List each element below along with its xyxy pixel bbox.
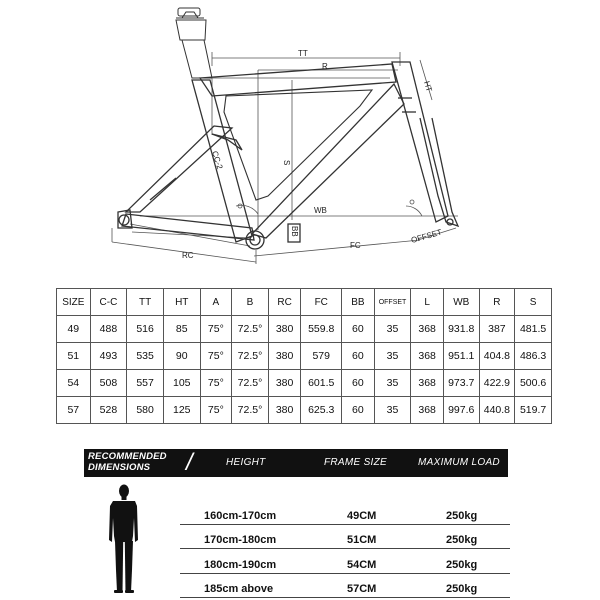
table-cell: 60 xyxy=(342,343,375,370)
label-r: R xyxy=(322,62,328,71)
table-cell: 951.1 xyxy=(443,343,479,370)
table-cell: 75° xyxy=(200,343,232,370)
table-cell: 559.8 xyxy=(301,316,342,343)
header-l: L xyxy=(411,289,444,316)
height-range: 160cm-170cm xyxy=(204,509,277,522)
table-cell: 35 xyxy=(374,343,411,370)
table-cell: 72.5° xyxy=(232,370,269,397)
label-tt: TT xyxy=(298,49,308,58)
table-cell: 49 xyxy=(57,316,91,343)
table-cell: 75° xyxy=(200,316,232,343)
table-cell: 90 xyxy=(163,343,200,370)
header-offset: OFFSET xyxy=(374,289,411,316)
table-row xyxy=(57,370,552,397)
header-a: A xyxy=(200,289,232,316)
table-cell: 60 xyxy=(342,397,375,424)
table-row xyxy=(57,343,552,370)
label-ht: HT xyxy=(422,80,434,93)
table-cell: 75° xyxy=(200,397,232,424)
table-cell: 368 xyxy=(411,316,444,343)
table-cell: 625.3 xyxy=(301,397,342,424)
table-cell: 519.7 xyxy=(515,397,552,424)
table-cell: 580 xyxy=(127,397,164,424)
table-cell: 387 xyxy=(479,316,515,343)
person-silhouette-icon xyxy=(104,484,144,596)
header-bb: BB xyxy=(342,289,375,316)
table-cell: 368 xyxy=(411,370,444,397)
angle-arcs xyxy=(236,200,422,216)
table-cell: 368 xyxy=(411,343,444,370)
recommended-header-bar xyxy=(84,449,508,477)
table-cell: 60 xyxy=(342,370,375,397)
table-cell: 54 xyxy=(57,370,91,397)
table-cell: 500.6 xyxy=(515,370,552,397)
max-load: 250kg xyxy=(446,509,478,522)
table-cell: 51 xyxy=(57,343,91,370)
table-cell: 486.3 xyxy=(515,343,552,370)
list-item xyxy=(180,525,510,550)
table-header-row xyxy=(57,289,552,316)
table-cell: 60 xyxy=(342,316,375,343)
table-cell: 35 xyxy=(374,370,411,397)
recommended-title xyxy=(88,451,167,473)
header-wb: WB xyxy=(443,289,479,316)
header-tt: TT xyxy=(127,289,164,316)
header-rc: RC xyxy=(268,289,301,316)
header-s: S xyxy=(515,289,552,316)
table-cell: 75° xyxy=(200,370,232,397)
table-cell: 105 xyxy=(163,370,200,397)
recommended-title-line2: DIMENSIONS xyxy=(88,462,151,473)
table-cell: 125 xyxy=(163,397,200,424)
table-cell: 508 xyxy=(90,370,127,397)
table-cell: 85 xyxy=(163,316,200,343)
table-cell: 997.6 xyxy=(443,397,479,424)
table-cell: 557 xyxy=(127,370,164,397)
label-fc: FC xyxy=(350,241,361,250)
table-cell: 579 xyxy=(301,343,342,370)
column-height-label: HEIGHT xyxy=(226,457,266,468)
max-load: 250kg xyxy=(446,534,478,546)
table-cell: 493 xyxy=(90,343,127,370)
header-r: R xyxy=(479,289,515,316)
table-cell: 488 xyxy=(90,316,127,343)
height-range: 170cm-180cm xyxy=(204,534,277,546)
table-cell: 973.7 xyxy=(443,370,479,397)
header-fc: FC xyxy=(301,289,342,316)
table-cell: 481.5 xyxy=(515,316,552,343)
list-item xyxy=(180,500,510,525)
dimension-lines xyxy=(112,52,458,264)
header-size: SIZE xyxy=(57,289,91,316)
table-cell: 601.5 xyxy=(301,370,342,397)
height-range: 185cm above xyxy=(204,583,274,595)
table-cell: 380 xyxy=(268,316,301,343)
recommended-title-line1: RECOMMENDED xyxy=(88,451,167,462)
max-load: 250kg xyxy=(446,583,478,595)
table-cell: 528 xyxy=(90,397,127,424)
table-cell: 380 xyxy=(268,343,301,370)
label-s: S xyxy=(282,160,291,166)
table-cell: 535 xyxy=(127,343,164,370)
table-cell: 440.8 xyxy=(479,397,515,424)
list-item xyxy=(180,549,510,574)
frame-geometry-diagram xyxy=(0,0,600,280)
geometry-table xyxy=(56,288,552,424)
header-divider: / xyxy=(186,449,193,476)
table-cell: 368 xyxy=(411,397,444,424)
table-cell: 422.9 xyxy=(479,370,515,397)
max-load: 250kg xyxy=(446,558,478,571)
table-cell: 380 xyxy=(268,370,301,397)
table-cell: 380 xyxy=(268,397,301,424)
frame-size: 49CM xyxy=(347,509,377,522)
list-item xyxy=(180,574,510,599)
label-cc2: CC-2 xyxy=(210,149,225,171)
label-rc: RC xyxy=(182,251,194,260)
frame-outline xyxy=(118,62,458,249)
frame-size: 51CM xyxy=(347,534,377,546)
header-ht: HT xyxy=(163,289,200,316)
label-wb: WB xyxy=(314,206,327,215)
size-recommendation-list xyxy=(180,500,510,598)
frame-size: 54CM xyxy=(347,558,377,571)
table-cell: 72.5° xyxy=(232,397,269,424)
frame-size: 57CM xyxy=(347,583,377,595)
table-cell: 516 xyxy=(127,316,164,343)
height-range: 180cm-190cm xyxy=(204,558,277,571)
header-b: B xyxy=(232,289,269,316)
table-cell: 404.8 xyxy=(479,343,515,370)
table-cell: 931.8 xyxy=(443,316,479,343)
table-cell: 72.5° xyxy=(232,316,269,343)
label-offset: OFFSET xyxy=(410,227,443,245)
label-bb: BB xyxy=(290,226,299,237)
column-maximum-load-label: MAXIMUM LOAD xyxy=(418,457,500,468)
table-row xyxy=(57,316,552,343)
seatpost xyxy=(176,8,212,78)
table-cell: 57 xyxy=(57,397,91,424)
table-cell: 35 xyxy=(374,316,411,343)
table-cell: 35 xyxy=(374,397,411,424)
header-cc: C-C xyxy=(90,289,127,316)
column-frame-size-label: FRAME SIZE xyxy=(324,457,388,468)
table-cell: 72.5° xyxy=(232,343,269,370)
table-row xyxy=(57,397,552,424)
